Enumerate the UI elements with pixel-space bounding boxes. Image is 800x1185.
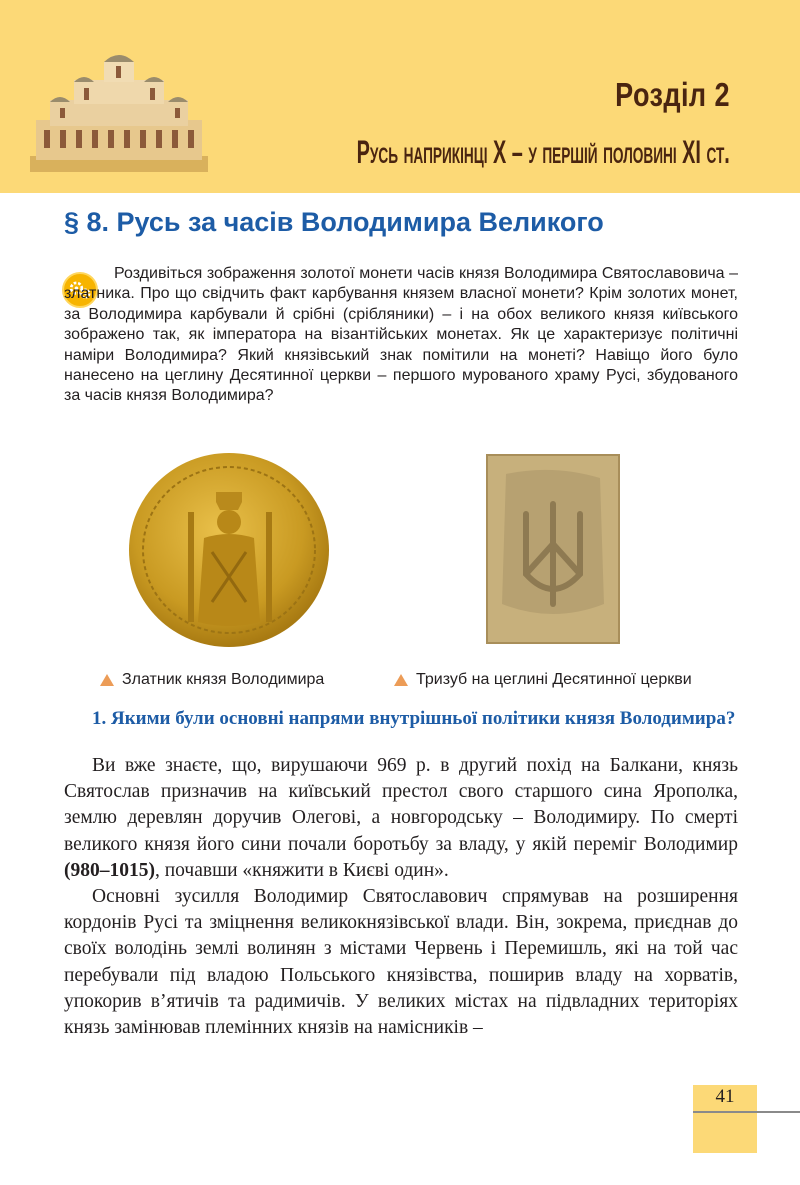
body-paragraph: Основні зусилля Володимир Святославович спрямував на розширення кордонів Русі та зміцнення великокнязівської влади. Він, зокрема, приєднав до своїх володінь землі волинян з містами Червень і Перемишль, які на той час перебували під владою Польського князівства, поширив владу на хорватів, упокорив в’ятичів та радимичів. У великих містах на підвладних територіях князь замінював племінних князів на намісників – xyxy=(64,886,738,1039)
triangle-marker-icon xyxy=(100,674,114,686)
body-paragraph xyxy=(64,753,738,884)
coin-caption-text: Златник князя Володимира xyxy=(122,671,325,688)
section-title: § 8. Русь за часів Володимира Великого xyxy=(64,207,604,237)
trident-brick-image xyxy=(486,454,620,644)
reign-years: (980–1015) xyxy=(64,859,155,881)
body-p1-end: , почавши «княжити в Києві один». xyxy=(155,859,449,881)
body-p1-start: Ви вже знаєте, що, вирушаючи 969 р. в другий похід на Балкани, князь Святослав призначив на київський престол свого старшого сина Ярополка, землю деревлян доручив Олегові, а новгородську – Володимиру. По смерті великого князя його сини почали боротьбу за владу, у якій переміг Володимир xyxy=(64,755,738,855)
body-text xyxy=(64,753,738,1041)
cathedral-illustration xyxy=(30,48,208,172)
brick-caption xyxy=(394,671,692,689)
intro-paragraph: Роздивіться зображення золотої монети часів князя Володимира Святославовича – златника. Про що свідчить факт карбування князем власної монети? Крім золотих монет, за Володимира карбували й срібні (срібляники) – і на обох великого князя київського зображено так, як імператора на візантійських монетах. Як це характеризує політичні наміри Володимира? Який князівський знак помітили на монеті? Навіщо його було нанесено на цеглину Десятинної церкви – першого мурованого храму Русі, збудованого за часів князя Володимира? xyxy=(64,265,738,405)
gold-coin-image xyxy=(128,452,330,648)
chapter-title: Русь наприкінці X – у першій половині XI ст. xyxy=(356,134,730,170)
chapter-banner xyxy=(0,0,800,193)
triangle-marker-icon xyxy=(394,674,408,686)
page-divider xyxy=(693,1111,800,1113)
brick-caption-text: Тризуб на цеглині Десятинної церкви xyxy=(416,671,692,688)
page-number: 41 xyxy=(715,1086,735,1107)
question-heading: 1. Якими були основні напрями внутрішньої політики князя Володимира? xyxy=(92,708,736,729)
coin-caption xyxy=(100,671,324,689)
chapter-number: Розділ 2 xyxy=(615,76,730,113)
